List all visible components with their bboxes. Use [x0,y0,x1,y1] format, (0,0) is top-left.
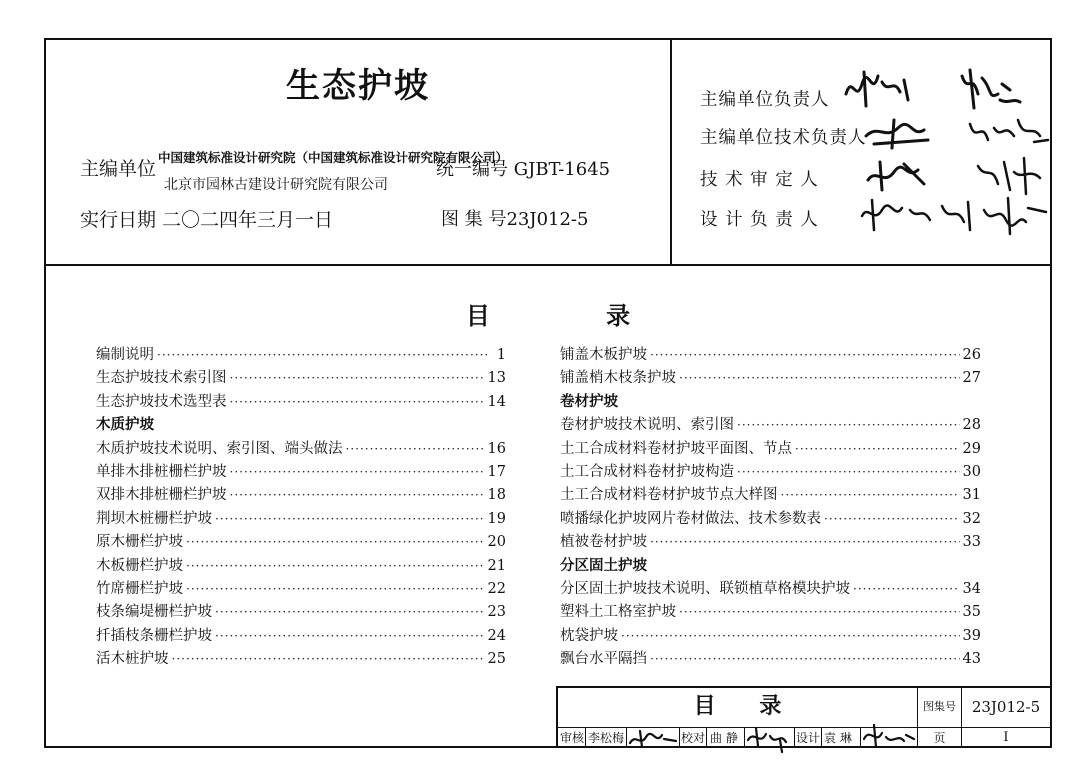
toc-entry-title: 铺盖梢木枝条护坡 [560,370,676,387]
toc-entry-page: 32 [962,510,981,527]
toc-entry-title: 植被卷材护坡 [560,534,647,551]
toc-entry-page: 30 [962,463,981,480]
toc-entry-page: 1 [496,347,506,363]
toc-entry[interactable] [96,483,506,506]
leader-dots [621,629,960,643]
toc-entry[interactable] [96,530,506,553]
toc-entry[interactable] [96,624,506,647]
technical-director-label: 主编单位技术负责人 [700,128,867,148]
toc-entry[interactable] [96,366,506,389]
toc-entry[interactable] [96,577,506,600]
toc-entry-title: 木板栅栏护坡 [96,557,183,574]
toc-entry[interactable] [560,413,981,436]
toc-entry-title: 土工合成材料卷材护坡平面图、节点 [560,440,792,457]
leader-dots [679,605,960,619]
toc-entry-page: 43 [962,651,981,668]
leader-dots [650,652,960,666]
toc-section-heading [560,390,981,413]
handwritten-signature [842,64,1042,114]
effective-date: 实行日期 二〇二四年三月一日 [80,209,334,231]
toc-column-right [560,343,981,670]
leader-dots [230,371,485,385]
toc-entry-page: 21 [487,557,506,574]
toc-entry-title: 编制说明 [96,347,154,363]
design-name: 袁 琳 [824,731,852,745]
toc-entry[interactable] [560,460,981,483]
toc-entry-page: 25 [487,651,506,668]
toc-title: 目 录 [465,302,685,330]
toc-section-heading [560,554,981,577]
section-heading-text: 木质护坡 [96,417,154,434]
toc-entry[interactable] [96,343,506,366]
toc-entry[interactable] [560,600,981,623]
toc-entry-title: 扦插枝条栅栏护坡 [96,627,212,644]
toc-entry[interactable] [560,366,981,389]
leader-dots [230,465,485,479]
editor-unit-label: 主编单位 [80,158,157,180]
toc-entry-page: 18 [487,487,506,504]
toc-entry-title: 塑料土工格室护坡 [560,604,676,621]
toc-entry-page: 29 [962,440,981,457]
toc-entry[interactable] [560,624,981,647]
atlas-number-label: 图集号 [918,688,962,728]
header-info-panel [46,40,672,264]
toc-entry[interactable] [560,483,981,506]
toc-entry[interactable] [96,460,506,483]
leader-dots [186,559,485,573]
toc-entry[interactable] [560,343,981,366]
toc-entry-title: 生态护坡技术选型表 [96,393,227,410]
toc-entry-page: 17 [487,463,506,480]
review-label: 审核 [560,731,585,745]
title-block [556,686,1050,748]
leader-dots [824,512,960,526]
toc-entry-title: 枕袋护坡 [560,627,618,644]
section-heading-text: 卷材护坡 [560,393,618,410]
toc-entry[interactable] [96,647,506,670]
toc-entry[interactable] [96,600,506,623]
leader-dots [157,348,489,362]
toc-entry-title: 荆坝木桩栅栏护坡 [96,510,212,527]
handwritten-signature [746,726,794,752]
toc-entry-page: 31 [962,487,981,504]
leader-dots [679,371,960,385]
leader-dots [795,442,960,456]
design-label: 设计 [796,731,821,745]
leader-dots [737,418,960,432]
toc-entry-page: 26 [962,347,981,363]
unified-code: 统一编号 GJBT-1645 [436,159,611,180]
toc-entry[interactable] [96,390,506,413]
toc-entry[interactable] [96,507,506,530]
responsibility-panel [672,40,1050,264]
toc-entry-page: 23 [487,604,506,621]
toc-entry-page: 24 [487,627,506,644]
leader-dots [215,512,485,526]
leader-dots [172,652,485,666]
toc-entry-page: 13 [487,370,506,387]
toc-entry-page: 14 [487,393,506,410]
check-label: 校对 [681,731,706,745]
toc-entry-page: 39 [962,627,981,644]
atlas-number: 图 集 号23J012-5 [441,209,589,230]
toc-entry-title: 活木桩护坡 [96,651,169,668]
leader-dots [781,488,960,502]
toc-entry[interactable] [560,437,981,460]
toc-entry-title: 双排木排桩栅栏护坡 [96,487,227,504]
toc-entry-page: 34 [962,580,981,597]
toc-entry-page: 27 [962,370,981,387]
page-value: I [1003,730,1009,745]
book-title: 生态护坡 [286,66,430,106]
review-name: 李松梅 [588,731,625,745]
toc-entry-title: 原木栅栏护坡 [96,534,183,551]
leader-dots [230,395,485,409]
toc-entry-page: 28 [962,417,981,434]
toc-entry-title: 土工合成材料卷材护坡节点大样图 [560,487,778,504]
leader-dots [650,535,960,549]
toc-entry[interactable] [560,647,981,670]
toc-entry-page: 33 [962,534,981,551]
toc-entry-title: 飘台水平隔挡 [560,651,647,668]
leader-dots [215,629,485,643]
handwritten-signature [862,725,916,749]
toc-entry-title: 卷材护坡技术说明、索引图 [560,417,734,434]
toc-entry-title: 生态护坡技术索引图 [96,370,227,387]
leader-dots [737,465,960,479]
toc-section-heading [96,413,506,436]
toc-entry-title: 单排木排桩栅栏护坡 [96,463,227,480]
leader-dots [186,535,485,549]
toc-entry-page: 22 [487,580,506,597]
signoff-row [558,728,918,748]
leader-dots [230,488,485,502]
atlas-number-value: 23J012-5 [962,688,1050,728]
handwritten-signature [628,729,678,749]
leader-dots [346,442,485,456]
editor-unit-primary: 中国建筑标准设计研究院（中国建筑标准设计研究院有限公司） [158,150,509,165]
leader-dots [853,582,960,596]
toc-entry-page: 16 [487,440,506,457]
handwritten-signature [864,110,1050,154]
toc-entry-title: 枝条编堤栅栏护坡 [96,604,212,621]
toc-entry[interactable] [96,554,506,577]
toc-entry-page: 19 [487,510,506,527]
drawing-sheet [44,38,1052,748]
technical-reviewer-label: 技 术 审 定 人 [700,170,819,190]
cover-header [46,40,1050,266]
responsible-person-label: 主编单位负责人 [700,90,830,110]
toc-entry-title: 分区固土护坡技术说明、联锁植草格模块护坡 [560,580,850,597]
handwritten-signature [858,190,1050,238]
toc-entry-title: 土工合成材料卷材护坡构造 [560,463,734,480]
page-label: 页 [918,728,962,748]
toc-entry-title: 铺盖木板护坡 [560,347,647,363]
section-heading-text: 分区固土护坡 [560,557,647,574]
leader-dots [186,582,485,596]
leader-dots [650,348,960,362]
toc-entry-page: 20 [487,534,506,551]
toc-entry-title: 木质护坡技术说明、索引图、端头做法 [96,440,343,457]
design-lead-label: 设 计 负 责 人 [700,210,819,230]
leader-dots [215,605,485,619]
toc-entry[interactable] [96,437,506,460]
toc-column-left [96,343,506,670]
editor-unit-secondary: 北京市园林古建设计研究院有限公司 [164,177,388,193]
check-name: 曲 静 [710,731,738,745]
toc-entry[interactable] [560,507,981,530]
toc-entry-title: 竹席栅栏护坡 [96,580,183,597]
toc-entry-title: 喷播绿化护坡网片卷材做法、技术参数表 [560,510,821,527]
toc-entry[interactable] [560,530,981,553]
toc-entry-page: 35 [962,604,981,621]
toc-entry[interactable] [560,577,981,600]
sheet-title: 目 录 [558,688,918,728]
